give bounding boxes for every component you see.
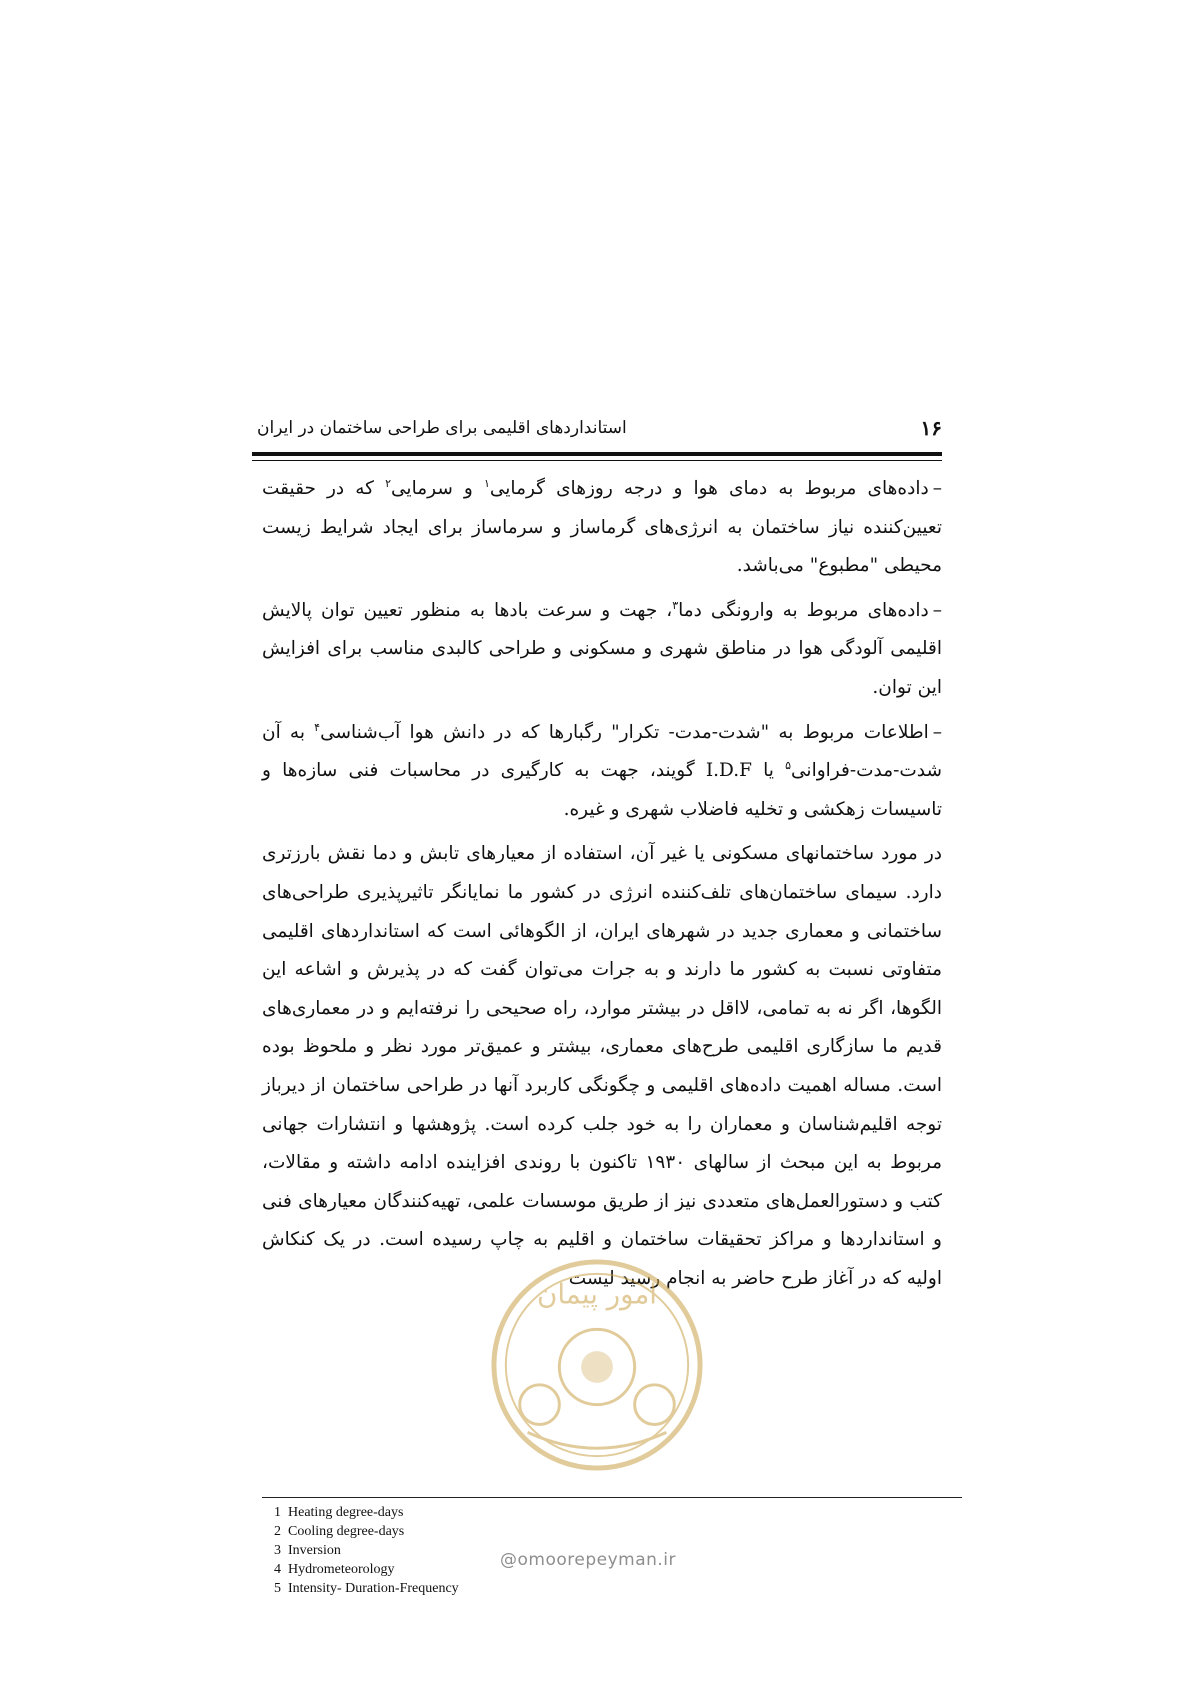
bullet-dash: –: [932, 599, 942, 621]
bullet-text: اطلاعات مربوط به "شدت-مدت- تکرار" رگبارها که در دانش هوا آب‌شناسی: [320, 721, 929, 743]
footnote-number: 5: [274, 1581, 281, 1596]
bullet-item-inversion: [262, 592, 942, 708]
page-header: [252, 404, 942, 464]
footnote-item: [274, 1522, 459, 1541]
footnote-ref: ۴: [314, 720, 321, 734]
watermark-site: @omoorepeyman.ir: [500, 1550, 677, 1570]
footnote-text: Cooling degree-days: [288, 1524, 405, 1539]
bullet-text: ، جهت و سرعت بادها به منظور تعیین توان پالایش اقلیمی آلودگی هوا در مناطق شهری و مسکونی و طراحی کالبدی مناسب برای افزایش این توان.: [262, 599, 942, 698]
page-number: ۱۶: [920, 416, 942, 440]
bullet-text: که در حقیقت تعیین‌کننده نیاز ساختمان به انرژی‌های گرماساز و سرماساز برای ایجاد شرایط زیست محیطی "مطبوع" می‌باشد.: [262, 478, 942, 577]
body-text: [262, 470, 942, 1298]
footnote-number: 1: [274, 1505, 281, 1520]
footnote-ref: ۱: [483, 476, 490, 490]
footnote-number: 3: [274, 1543, 281, 1558]
bullet-text: یا I.D.F گویند، جهت به کارگیری در محاسبات فنی سازه‌ها و تاسیسات زهکشی و تخلیه فاضلاب شهری و غیره.: [262, 760, 942, 820]
footnote-item: [274, 1560, 459, 1579]
footnote-number: 2: [274, 1524, 281, 1539]
body-paragraph: در مورد ساختمانهای مسکونی یا غیر آن، استفاده از معیارهای تابش و دما نقش بارزتری دارد. سیمای ساختمان‌های تلف‌کننده انرژی در کشور ما نمایانگر تاثیرپذیری طراحی‌های ساختمانی و معماری جدید در شهرهای ایران، از الگوهائی است که استانداردهای اقلیمی متفاوتی نسبت به کشور ما دارند و به جرات می‌توان گفت که در پذیرش و اشاعه این الگوها، اگر نه به تمامی، لااقل در بیشتر موارد، راه صحیحی را نرفته‌ایم و در معماری‌های قدیم ما سازگاری اقلیمی طرح‌های معماری، بیشتر و عمیق‌تر مورد نظر و ملحوظ بوده است. مساله اهمیت داده‌های اقلیمی و چگونگی کاربرد آنها در طراحی ساختمان از دیرباز توجه اقلیم‌شناسان و معماران را به خود جلب کرده است. پژوهشها و انتشارات جهانی مربوط به این مبحث از سالهای ۱۹۳۰ تاکنون با روندی افزاینده ادامه داشته و مقالات، کتب و دستورالعمل‌های متعددی نیز از طریق موسسات علمی، تهیه‌کنندگان معیارهای فنی و استانداردها و مراکز تحقیقات ساختمان و اقلیم به چاپ رسیده است. در یک کنکاش اولیه که در آغاز طرح حاضر به انجام رسید لیست: [262, 843, 943, 1289]
footnote-item: [274, 1541, 459, 1560]
footnote-text: Inversion: [288, 1543, 341, 1558]
footnote-number: 4: [274, 1562, 281, 1577]
footnote-ref: ۳: [672, 598, 679, 612]
bullet-text: به آن شدت-مدت-فراوانی: [262, 721, 942, 782]
footnote-ref: ۵: [785, 759, 791, 772]
bullet-dash: –: [932, 478, 942, 499]
bullet-text: داده‌های مربوط به دمای هوا و درجه روزهای گرمایی: [489, 478, 929, 499]
header-rule-thin: [252, 460, 942, 461]
footnote-rule: [262, 1497, 962, 1498]
bullet-text: و سرمایی: [391, 478, 484, 499]
watermark-seal-text: امور پیمان: [536, 1277, 658, 1311]
running-title: استانداردهای اقلیمی برای طراحی ساختمان در ایران: [257, 418, 627, 438]
footnote-text: Hydrometeorology: [288, 1562, 395, 1577]
header-rule-thick: [252, 452, 942, 456]
bullet-item-idf: [262, 714, 942, 830]
footnote-item: [274, 1579, 459, 1598]
bullet-text: داده‌های مربوط به وارونگی دما: [678, 599, 929, 621]
footnotes: [274, 1503, 459, 1598]
footnote-text: Intensity- Duration-Frequency: [288, 1581, 459, 1596]
footnote-ref: ۲: [385, 476, 391, 490]
footnote-item: [274, 1503, 459, 1522]
bullet-item-temperature: [262, 470, 942, 586]
footnote-text: Heating degree-days: [288, 1505, 404, 1520]
bullet-dash: –: [932, 721, 942, 743]
